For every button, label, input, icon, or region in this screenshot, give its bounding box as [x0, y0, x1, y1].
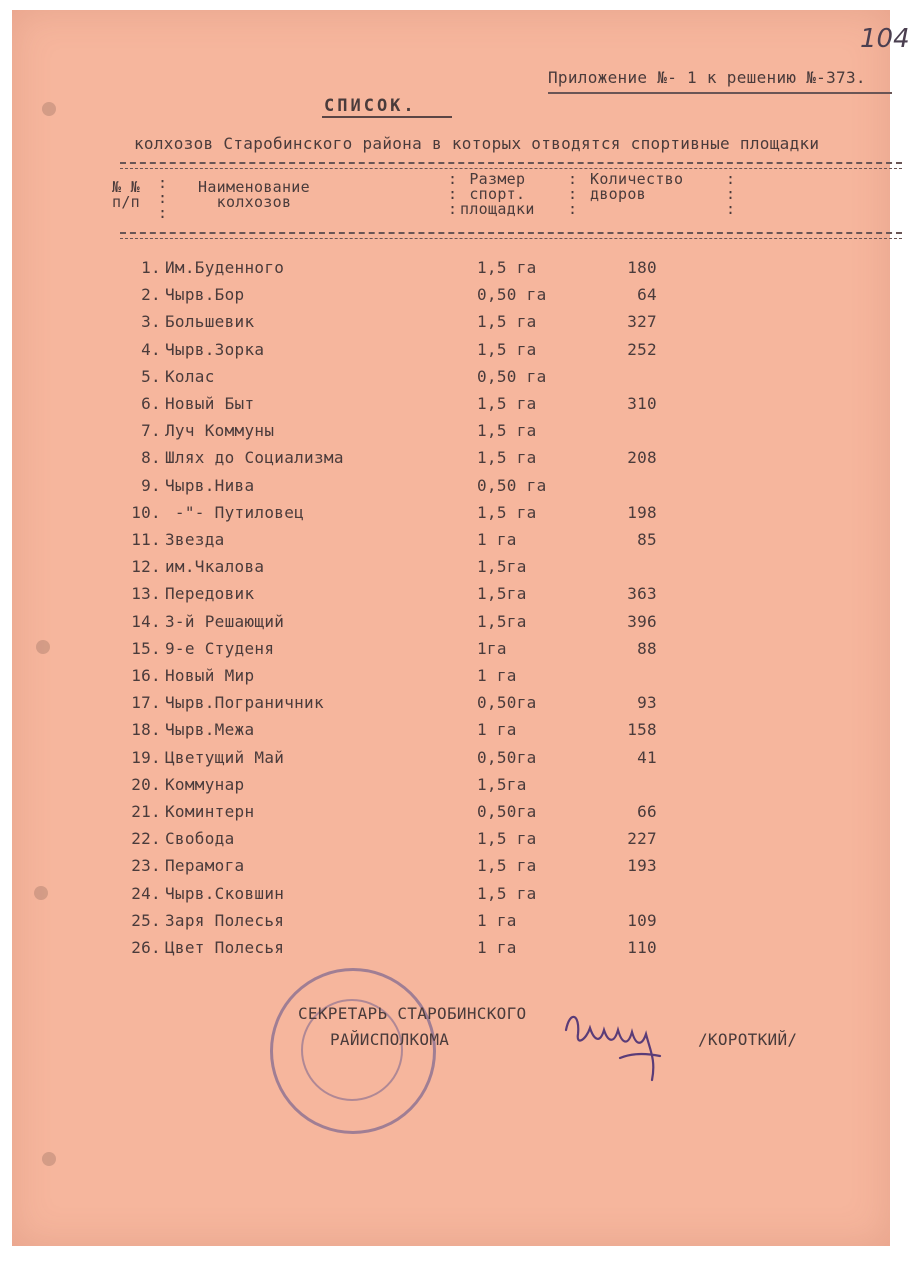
table-row: [12, 340, 890, 367]
plot-size: 1,5 га: [477, 312, 537, 332]
yard-count: 363: [627, 584, 657, 604]
plot-size: 1,5 га: [477, 258, 537, 277]
plot-size: 1,5 га: [477, 394, 537, 413]
yard-count: 88: [637, 638, 657, 658]
plot-size: 1 га: [477, 530, 517, 549]
row-number: 26.: [131, 938, 161, 957]
table-row: [12, 367, 890, 394]
plot-size: 1,5га: [477, 584, 527, 604]
table-row: [12, 612, 890, 639]
row-number: 25.: [131, 910, 161, 930]
row-number: 3.: [141, 312, 161, 332]
kolkhoz-name: Цветущий Май: [165, 747, 285, 767]
kolkhoz-name: Им.Буденного: [165, 258, 285, 277]
yard-count: 93: [637, 693, 657, 713]
header-name: Наименование колхозов: [198, 178, 310, 211]
binding-hole: [42, 102, 56, 116]
kolkhoz-name: Чырв.Зорка: [165, 339, 265, 359]
binding-hole: [34, 886, 48, 900]
table-row: [12, 312, 890, 339]
row-number: 23.: [131, 856, 161, 876]
table-row: [12, 448, 890, 475]
kolkhoz-name: Новый Мир: [165, 666, 255, 685]
kolkhoz-name: Большевик: [165, 312, 255, 332]
table-row: [12, 394, 890, 421]
table-row: [12, 639, 890, 666]
yard-count: 396: [627, 611, 657, 631]
plot-size: 0,50 га: [477, 366, 547, 386]
table-row: [12, 720, 890, 747]
row-number: 9.: [141, 475, 161, 495]
kolkhoz-name: им.Чкалова: [165, 557, 265, 577]
annex-underline: [548, 92, 892, 94]
signature-title-line1: СЕКРЕТАРЬ СТАРОБИНСКОГО: [298, 1004, 527, 1023]
table-row: [12, 693, 890, 720]
table-row: [12, 258, 890, 285]
plot-size: 1 га: [477, 910, 517, 930]
table-row: [12, 285, 890, 312]
header-sep-4: : : :: [726, 170, 736, 218]
yard-count: 85: [637, 530, 657, 549]
yard-count: 64: [637, 285, 657, 305]
plot-size: 1,5 га: [477, 883, 537, 903]
yard-count: 66: [637, 802, 657, 821]
row-number: 11.: [131, 530, 161, 549]
kolkhoz-name: Заря Полесья: [165, 910, 285, 930]
row-number: 1.: [141, 258, 161, 277]
table-row: [12, 530, 890, 557]
plot-size: 1,5 га: [477, 829, 537, 849]
kolkhoz-name: Цвет Полесья: [165, 938, 285, 957]
row-number: 18.: [131, 720, 161, 740]
kolkhoz-name: Шлях до Социализма: [165, 448, 344, 468]
kolkhoz-name: Чырв.Межа: [165, 720, 255, 740]
table-row: [12, 584, 890, 611]
kolkhoz-name: Перамога: [165, 856, 245, 876]
yard-count: 227: [627, 829, 657, 849]
plot-size: 1,5 га: [477, 856, 537, 876]
kolkhoz-name: Новый Быт: [165, 394, 255, 413]
row-number: 10.: [131, 502, 161, 522]
row-number: 8.: [141, 448, 161, 468]
row-number: 13.: [131, 584, 161, 604]
yard-count: 252: [627, 339, 657, 359]
table-row: [12, 557, 890, 584]
table-row: [12, 666, 890, 693]
row-number: 6.: [141, 394, 161, 413]
row-number: 5.: [141, 366, 161, 386]
table-top-rule: [120, 162, 902, 164]
header-num: № № п/п: [112, 178, 140, 211]
row-number: 20.: [131, 774, 161, 794]
plot-size: 1,5 га: [477, 421, 537, 441]
header-size: Размер спорт. площадки: [460, 170, 535, 218]
page-number: 104: [860, 24, 910, 54]
row-number: 24.: [131, 883, 161, 903]
table-top-rule-2: [120, 168, 902, 169]
plot-size: 0,50га: [477, 747, 537, 767]
plot-size: 1,5 га: [477, 339, 537, 359]
table-row: [12, 748, 890, 775]
kolkhoz-name: Чырв.Сковшин: [165, 883, 285, 903]
table-row: [12, 911, 890, 938]
plot-size: 0,50га: [477, 693, 537, 713]
plot-size: 1,5га: [477, 611, 527, 631]
kolkhoz-name: Звезда: [165, 530, 225, 549]
kolkhoz-name: -"- Путиловец: [165, 502, 305, 522]
yard-count: 193: [627, 856, 657, 876]
row-number: 15.: [131, 638, 161, 658]
row-number: 17.: [131, 693, 161, 713]
plot-size: 0,50 га: [477, 475, 547, 495]
binding-hole: [36, 640, 50, 654]
header-sep-3: : : :: [568, 170, 578, 218]
table-row: [12, 503, 890, 530]
yard-count: 41: [637, 747, 657, 767]
annex-reference: Приложение №- 1 к решению №-373.: [548, 68, 866, 87]
kolkhoz-name: 9-е Студеня: [165, 638, 275, 658]
table-header-rule-2: [120, 238, 902, 239]
kolkhoz-name: Чырв.Бор: [165, 285, 245, 305]
binding-hole: [42, 1152, 56, 1166]
row-number: 12.: [131, 557, 161, 577]
table-row: [12, 421, 890, 448]
table-row: [12, 938, 890, 965]
yard-count: 327: [627, 312, 657, 332]
row-number: 22.: [131, 829, 161, 849]
kolkhoz-name: Чырв.Нива: [165, 475, 255, 495]
row-number: 19.: [131, 747, 161, 767]
title-underline: [322, 116, 452, 118]
table-row: [12, 476, 890, 503]
table-header-rule: [120, 232, 902, 234]
table-row: [12, 775, 890, 802]
kolkhoz-name: 3-й Решающий: [165, 611, 285, 631]
plot-size: 1га: [477, 638, 507, 658]
yard-count: 208: [627, 448, 657, 468]
kolkhoz-name: Коминтерн: [165, 802, 255, 821]
kolkhoz-name: Чырв.Пограничник: [165, 693, 324, 713]
kolkhoz-name: Луч Коммуны: [165, 421, 275, 441]
table-row: [12, 802, 890, 829]
row-number: 16.: [131, 666, 161, 685]
yard-count: 310: [627, 394, 657, 413]
document-subtitle: колхозов Старобинского района в которых отводятся спортивные площадки: [134, 134, 820, 153]
yard-count: 158: [627, 720, 657, 740]
kolkhoz-name: Передовик: [165, 584, 255, 604]
row-number: 14.: [131, 611, 161, 631]
table-row: [12, 856, 890, 883]
kolkhoz-name: Коммунар: [165, 774, 245, 794]
document-title: СПИСОК.: [324, 96, 417, 116]
yard-count: 198: [627, 502, 657, 522]
row-number: 7.: [141, 421, 161, 441]
yard-count: 110: [627, 938, 657, 957]
header-sep-1: : : :: [158, 174, 168, 222]
table-row: [12, 884, 890, 911]
handwritten-signature: [560, 1000, 670, 1090]
plot-size: 1,5 га: [477, 502, 537, 522]
plot-size: 1,5 га: [477, 448, 537, 468]
signature-title-line2: РАЙИСПОЛКОМА: [330, 1030, 450, 1049]
row-number: 21.: [131, 802, 161, 821]
plot-size: 1,5га: [477, 774, 527, 794]
plot-size: 0,50 га: [477, 285, 547, 305]
official-stamp: [270, 968, 436, 1134]
plot-size: 1 га: [477, 720, 517, 740]
row-number: 4.: [141, 339, 161, 359]
kolkhoz-name: Колас: [165, 366, 215, 386]
document-sheet: [12, 10, 910, 1246]
header-yards: Количество дворов: [590, 170, 684, 203]
plot-size: 0,50га: [477, 802, 537, 821]
yard-count: 109: [627, 910, 657, 930]
table-row: [12, 829, 890, 856]
signatory-name: /КОРОТКИЙ/: [698, 1030, 798, 1049]
plot-size: 1 га: [477, 666, 517, 685]
kolkhoz-name: Свобода: [165, 829, 235, 849]
header-sep-2: : : :: [448, 170, 458, 218]
row-number: 2.: [141, 285, 161, 305]
plot-size: 1,5га: [477, 557, 527, 577]
yard-count: 180: [627, 258, 657, 277]
plot-size: 1 га: [477, 938, 517, 957]
